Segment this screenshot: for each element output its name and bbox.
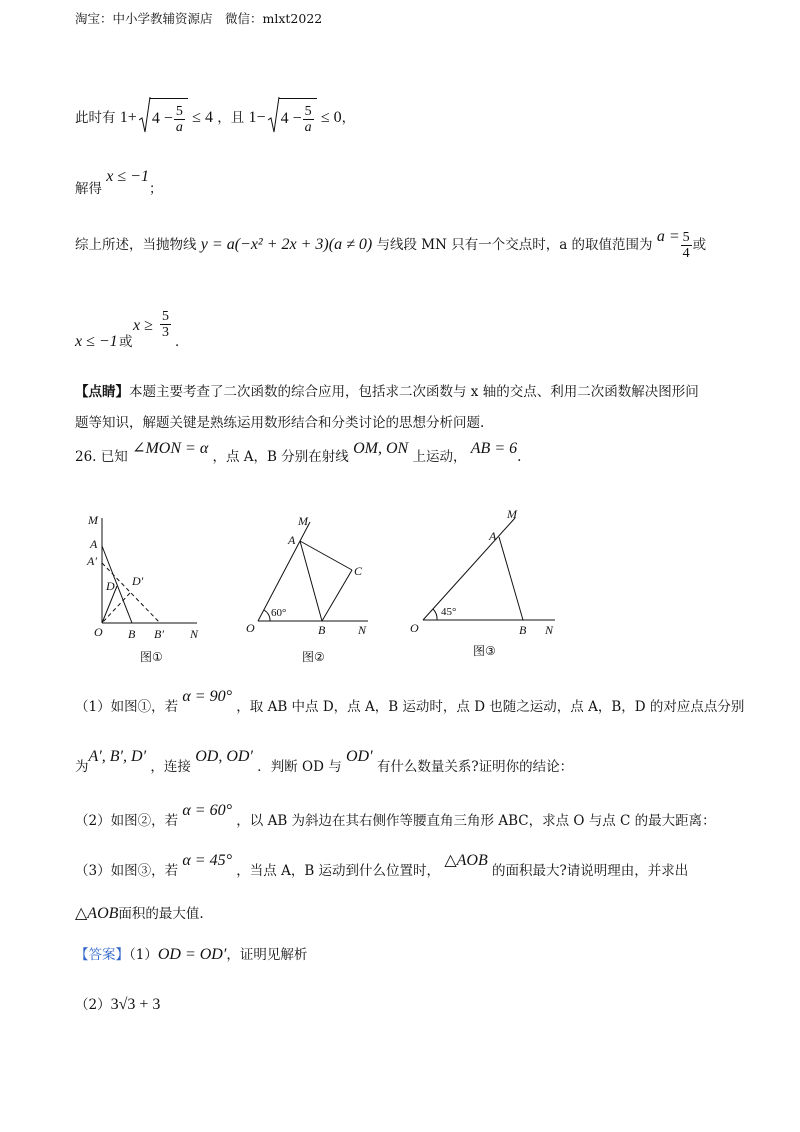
text: ，证明见解析 bbox=[226, 947, 308, 963]
label-B: B bbox=[519, 623, 527, 637]
sqrt-expr bbox=[139, 98, 188, 139]
label-M: M bbox=[507, 507, 517, 521]
dianjing-label: 【点睛】 bbox=[75, 384, 129, 400]
radical-icon bbox=[139, 96, 151, 136]
line-jiede bbox=[75, 168, 162, 198]
part-3b bbox=[75, 905, 204, 923]
text: ，且 bbox=[217, 110, 245, 126]
text: 或 bbox=[692, 237, 707, 253]
label-M: M bbox=[298, 514, 308, 528]
math-angle-mon: ∠MON = α bbox=[132, 440, 209, 457]
line-zongshang bbox=[75, 225, 706, 265]
figure-1 bbox=[82, 508, 217, 668]
label-D: D bbox=[106, 579, 115, 593]
text: （1）如图①，若 bbox=[75, 699, 179, 715]
text: 的面积最大?请说明理由，并求出 bbox=[492, 863, 689, 879]
label-N: N bbox=[190, 627, 199, 641]
text: ． bbox=[175, 334, 189, 350]
label-N: N bbox=[358, 623, 367, 637]
label-A: A bbox=[288, 533, 296, 547]
math-one: 1 bbox=[248, 109, 257, 126]
math-tri-aob: △AOB bbox=[444, 852, 488, 869]
line-cishi bbox=[75, 98, 355, 138]
math-one: 1 bbox=[119, 109, 128, 126]
math-le4: ≤ 4 bbox=[192, 109, 213, 126]
text: 有什么数量关系?证明你的结论： bbox=[376, 759, 574, 775]
sqrt-expr bbox=[268, 98, 317, 139]
label-A-prime: A′ bbox=[87, 554, 97, 568]
math-a-eq: a = bbox=[656, 228, 680, 245]
caption-fig2: 图② bbox=[302, 650, 325, 664]
math-plus: + bbox=[127, 109, 137, 126]
math-alpha-60: α = 60° bbox=[182, 802, 232, 819]
question-26 bbox=[75, 440, 521, 474]
text: 为 bbox=[75, 759, 89, 775]
math-om-on: OM, ON bbox=[353, 440, 409, 457]
text: （2）如图②，若 bbox=[75, 813, 179, 829]
text: （2） bbox=[75, 997, 111, 1013]
text: 综上所述，当抛物线 bbox=[75, 237, 197, 253]
caption-fig3: 图③ bbox=[473, 644, 496, 658]
math-tri-aob: △AOB bbox=[75, 905, 119, 922]
math-ab6: AB = 6 bbox=[470, 440, 518, 457]
math-parabola: y = a(−x² + 2x + 3)(a ≠ 0) bbox=[200, 236, 373, 253]
math-od-odp: OD, OD′ bbox=[195, 748, 253, 765]
label-B: B bbox=[318, 623, 326, 637]
fraction-5-4: $\frac{5}{4}$ bbox=[682, 230, 690, 261]
math-alpha-90: α = 90° bbox=[182, 688, 232, 705]
text: 此时有 bbox=[75, 110, 116, 126]
math-od-eq: OD = OD′ bbox=[157, 946, 227, 963]
text: ，连接 bbox=[150, 759, 191, 775]
math-odp: OD′ bbox=[346, 748, 373, 765]
label-N: N bbox=[545, 623, 554, 637]
math-ans2: 3√3 + 3 bbox=[110, 996, 161, 1013]
text: 26. 已知 bbox=[75, 449, 128, 465]
math-le0: ≤ 0 bbox=[320, 109, 342, 126]
fraction: $\frac{5}{a}$ bbox=[175, 104, 183, 135]
part-2 bbox=[75, 802, 716, 836]
part-3 bbox=[75, 852, 688, 886]
text: ，点 A，B 分别在射线 bbox=[212, 449, 349, 465]
text: ．判断 OD 与 bbox=[257, 759, 342, 775]
text: 与线段 MN 只有一个交点时，a 的取值范围为 bbox=[376, 237, 653, 253]
text: （3）如图③，若 bbox=[75, 863, 179, 879]
text: ； bbox=[148, 181, 163, 197]
label-A: A bbox=[90, 537, 98, 551]
math-x-le-m1: x ≤ −1 bbox=[106, 168, 149, 185]
text: . bbox=[517, 449, 522, 465]
label-O: O bbox=[246, 621, 255, 635]
fraction: $\frac{5}{a}$ bbox=[304, 104, 312, 135]
label-angle-60: 60° bbox=[271, 607, 287, 619]
text: 上运动， bbox=[412, 449, 467, 465]
text: ， bbox=[341, 110, 356, 126]
radical-icon bbox=[268, 96, 280, 136]
math-alpha-45: α = 45° bbox=[182, 852, 232, 869]
part-1 bbox=[75, 688, 744, 722]
text: 面积的最大值. bbox=[118, 906, 204, 922]
answer-label: 【答案】 bbox=[75, 947, 129, 963]
part-1b bbox=[75, 748, 573, 782]
answer-2 bbox=[75, 996, 160, 1014]
label-C: C bbox=[354, 564, 363, 578]
caption-fig1: 图① bbox=[140, 650, 163, 664]
math-x-le-m1: x ≤ −1 bbox=[75, 333, 118, 350]
math-x-ge: x ≥ bbox=[133, 317, 153, 334]
label-B-prime: B′ bbox=[154, 627, 164, 641]
math-minus: − bbox=[256, 109, 266, 126]
label-D-prime: D′ bbox=[132, 574, 144, 588]
math-primes: A′, B′, D′ bbox=[88, 748, 147, 765]
label-angle-45: 45° bbox=[441, 606, 457, 618]
text: 或 bbox=[119, 334, 133, 350]
figure-2 bbox=[240, 508, 380, 668]
text: ，取 AB 中点 D，点 A，B 运动时，点 D 也随之运动，点 A，B，D 的对应点点分别 bbox=[236, 699, 745, 715]
text: ，当点 A，B 运动到什么位置时， bbox=[236, 863, 441, 879]
dianjing-line-2: 题等知识，解题关键是熟练运用数形结合和分类讨论的思想分析问题. bbox=[75, 415, 485, 431]
label-O: O bbox=[410, 621, 419, 635]
text: 本题主要考查了二次函数的综合应用，包括求二次函数与 x 轴的交点、利用二次函数解决图形问 bbox=[129, 384, 699, 400]
math-four-minus: 4 − bbox=[280, 110, 302, 127]
text: 解得 bbox=[75, 181, 102, 197]
label-B: B bbox=[128, 627, 136, 641]
page-header: 淘宝：中小学教辅资源店 微信：mlxt2022 bbox=[75, 11, 323, 26]
text: ，以 AB 为斜边在其右侧作等腰直角三角形 ABC，求点 O 与点 C 的最大距离： bbox=[236, 813, 716, 829]
label-M: M bbox=[88, 513, 98, 527]
answer-1 bbox=[75, 946, 307, 964]
label-O: O bbox=[94, 625, 103, 639]
dianjing-line-1 bbox=[75, 383, 699, 401]
fraction-5-3: $\frac{5}{3}$ bbox=[162, 309, 169, 340]
figure-3 bbox=[405, 502, 565, 662]
text: （1） bbox=[129, 947, 158, 963]
math-four-minus: 4 − bbox=[151, 110, 173, 127]
label-A: A bbox=[489, 529, 497, 543]
